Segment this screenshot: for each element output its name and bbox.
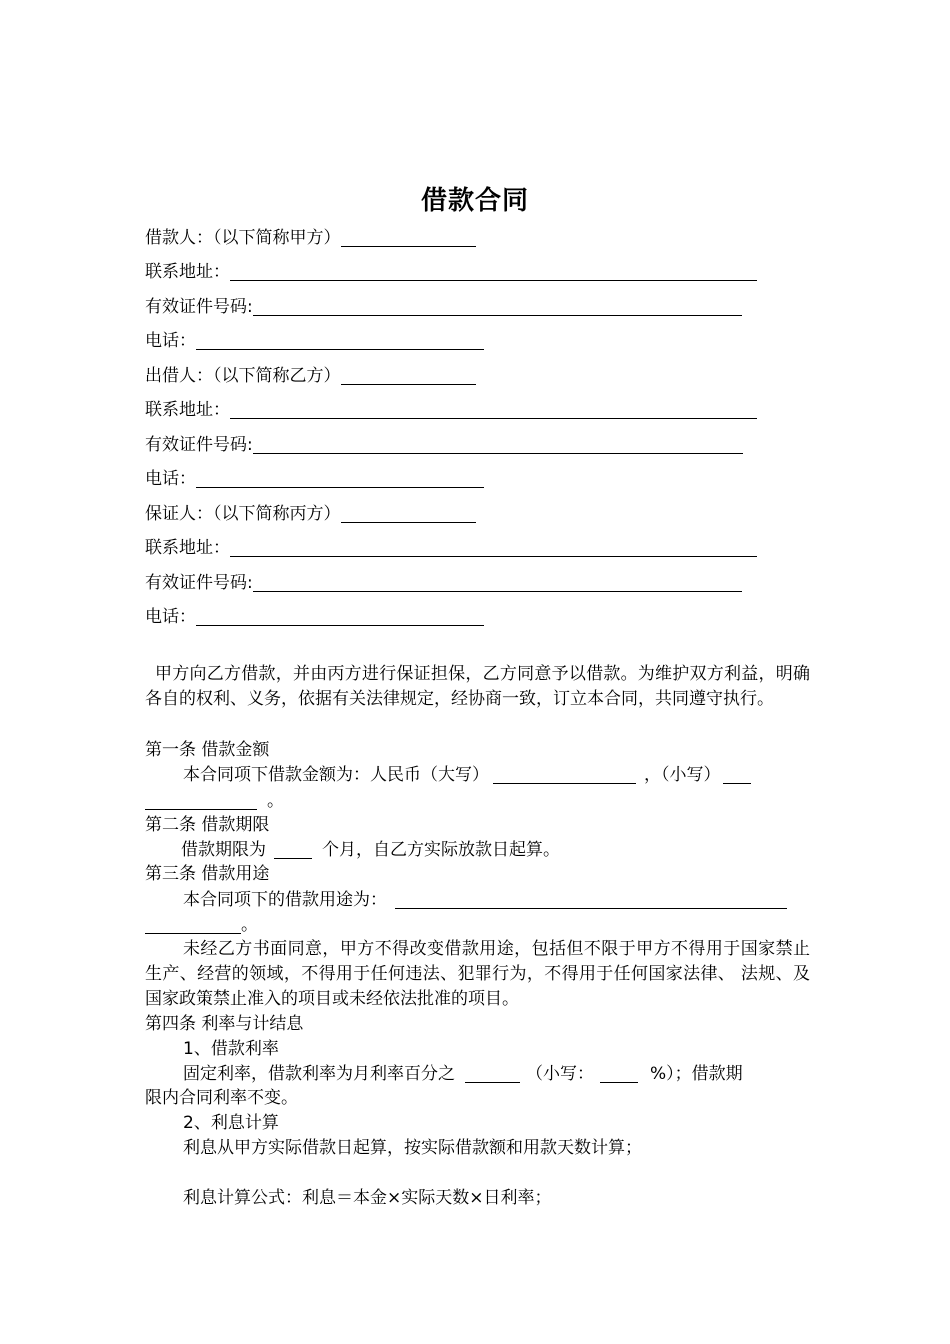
borrower-phone-line bbox=[145, 329, 484, 353]
lender-label: 出借人：（以下简称乙方） bbox=[145, 366, 341, 386]
amount-upper-blank[interactable] bbox=[493, 765, 636, 784]
guarantor-label: 保证人：（以下简称丙方） bbox=[145, 504, 341, 524]
phone-label: 电话： bbox=[145, 607, 196, 627]
id-label: 有效证件号码: bbox=[145, 573, 253, 593]
rate-text-a: 固定利率，借款利率为月利率百分之 bbox=[183, 1064, 455, 1084]
article2-text-a: 借款期限为 bbox=[181, 840, 266, 860]
phone-label: 电话： bbox=[145, 469, 196, 489]
borrower-id-blank[interactable] bbox=[253, 297, 742, 316]
article3-line bbox=[183, 888, 787, 912]
article3-text-a: 本合同项下的借款用途为： bbox=[183, 890, 387, 910]
article4-heading: 第四条 利率与计结息 bbox=[145, 1014, 304, 1034]
guarantor-phone-line bbox=[145, 605, 484, 629]
rate-text-b: （小写： bbox=[526, 1064, 594, 1084]
amount-lower-blank-a[interactable] bbox=[723, 765, 751, 784]
borrower-phone-blank[interactable] bbox=[196, 331, 484, 350]
purpose-blank-a[interactable] bbox=[395, 890, 787, 909]
lender-address-line bbox=[145, 398, 757, 422]
article3-line2 bbox=[145, 913, 258, 937]
article1-line2 bbox=[145, 789, 284, 813]
address-label: 联系地址： bbox=[145, 400, 230, 420]
article3-text-end: 。 bbox=[241, 915, 258, 935]
term-months-blank[interactable] bbox=[274, 840, 312, 859]
rate-line2: 限内合同利率不变。 bbox=[145, 1088, 298, 1108]
article4-sub2: 2、利息计算 bbox=[183, 1113, 279, 1133]
rate-lower-blank[interactable] bbox=[600, 1064, 638, 1083]
article2-line bbox=[181, 838, 560, 862]
phone-label: 电话： bbox=[145, 331, 196, 351]
intro-paragraph: 甲方向乙方借款，并由丙方进行保证担保，乙方同意予以借款。为维护双方利益，明确各自的权利、义务，依据有关法律规定，经协商一致，订立本合同，共同遵守执行。 bbox=[145, 664, 810, 709]
article2-heading: 第二条 借款期限 bbox=[145, 815, 270, 835]
interest-calc-text: 利息从甲方实际借款日起算，按实际借款额和用款天数计算； bbox=[183, 1138, 642, 1158]
article1-text-end: 。 bbox=[267, 791, 284, 811]
address-label: 联系地址： bbox=[145, 538, 230, 558]
rate-line bbox=[183, 1062, 743, 1086]
borrower-address-line bbox=[145, 260, 757, 284]
rate-percent-blank[interactable] bbox=[465, 1064, 520, 1083]
article3-paragraph: 未经乙方书面同意，甲方不得改变借款用途，包括但不限于甲方不得用于国家禁止生产、经营的领域，不得用于任何违法、犯罪行为，不得用于任何国家法律、 法规、及国家政策禁止准入的项目或未经依法批准的项目。 bbox=[145, 939, 810, 1009]
lender-address-blank[interactable] bbox=[230, 400, 757, 419]
amount-lower-blank-b[interactable] bbox=[145, 791, 257, 810]
guarantor-phone-blank[interactable] bbox=[196, 607, 484, 626]
lender-name-blank[interactable] bbox=[341, 366, 476, 385]
borrower-address-blank[interactable] bbox=[230, 262, 757, 281]
borrower-line bbox=[145, 226, 476, 250]
guarantor-id-blank[interactable] bbox=[253, 573, 742, 592]
lender-phone-blank[interactable] bbox=[196, 469, 484, 488]
guarantor-id-line bbox=[145, 571, 742, 595]
interest-formula-text: 利息计算公式：利息＝本金×实际天数×日利率； bbox=[183, 1188, 552, 1208]
guarantor-line bbox=[145, 502, 476, 526]
lender-phone-line bbox=[145, 467, 484, 491]
guarantor-name-blank[interactable] bbox=[341, 504, 476, 523]
guarantor-address-line bbox=[145, 536, 757, 560]
lender-id-line bbox=[145, 433, 743, 457]
page-title: 借款合同 bbox=[420, 186, 529, 216]
borrower-name-blank[interactable] bbox=[341, 228, 476, 247]
borrower-id-line bbox=[145, 295, 742, 319]
id-label: 有效证件号码: bbox=[145, 435, 253, 455]
id-label: 有效证件号码: bbox=[145, 297, 253, 317]
article4-sub1: 1、借款利率 bbox=[183, 1039, 279, 1059]
lender-id-blank[interactable] bbox=[253, 435, 743, 454]
guarantor-address-blank[interactable] bbox=[230, 538, 757, 557]
article1-text-b: ，（小写） bbox=[644, 765, 721, 785]
lender-line bbox=[145, 364, 476, 388]
borrower-label: 借款人：（以下简称甲方） bbox=[145, 228, 341, 248]
address-label: 联系地址： bbox=[145, 262, 230, 282]
article1-line bbox=[183, 763, 751, 787]
purpose-blank-b[interactable] bbox=[145, 915, 241, 934]
article1-text-a: 本合同项下借款金额为：人民币（大写） bbox=[183, 765, 489, 785]
article2-text-b: 个月，自乙方实际放款日起算。 bbox=[322, 840, 560, 860]
rate-text-c: %）；借款期 bbox=[650, 1064, 743, 1084]
article3-heading: 第三条 借款用途 bbox=[145, 864, 270, 884]
article1-heading: 第一条 借款金额 bbox=[145, 740, 270, 760]
